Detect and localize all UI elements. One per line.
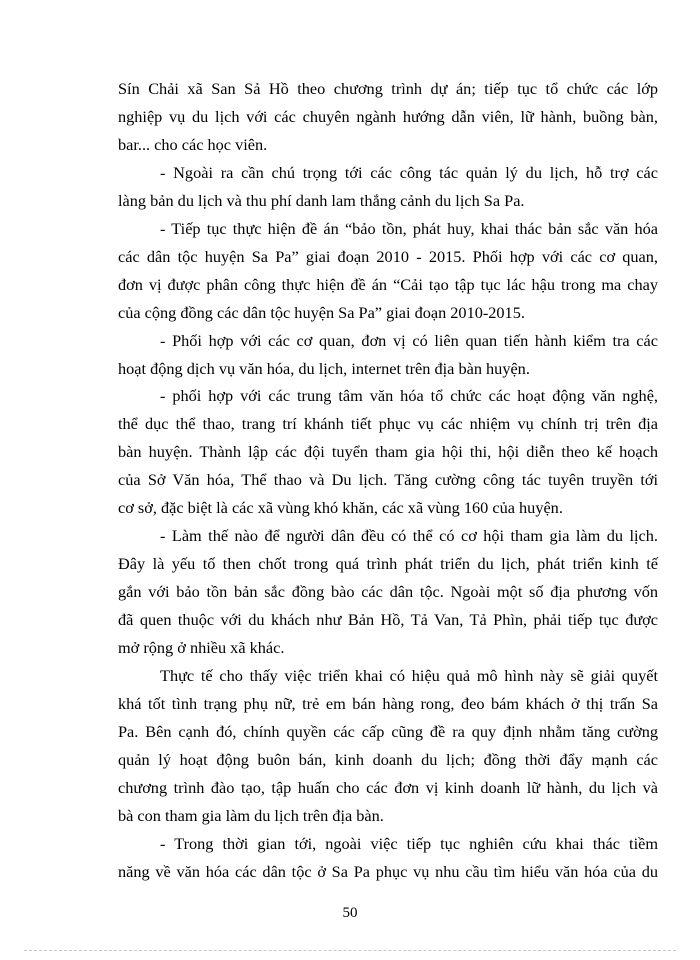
text-line: Sín Chải xã San Sả Hồ theo chương trình dự án; tiếp tục tổ chức các lớp [118,79,658,98]
text-line: mở rộng ở nhiều xã khác. [118,638,285,657]
text-line: Đây là yếu tố then chốt trong quá trình phát triển du lịch, phát triển kinh tế [118,554,658,573]
text-line: - Làm thế nào để người dân đều có thể có cơ hội tham gia làm du lịch. [160,526,658,545]
text-line: quản lý hoạt động buôn bán, kinh doanh du lịch; đồng thời đẩy mạnh các [118,750,658,769]
text-line: năng về văn hóa các dân tộc ở Sa Pa phục vụ nhu cầu tìm hiểu văn hóa của du [118,862,658,881]
text-line: gắn với bảo tồn bản sắc đồng bào các dân tộc. Ngoài một số địa phương vốn [118,582,658,601]
bottom-divider [24,950,676,951]
text-line: - Ngoài ra cần chú trọng tới các công tác quản lý du lịch, hỗ trợ các [160,163,658,182]
text-line: các dân tộc huyện Sa Pa” giai đoạn 2010 - 2015. Phối hợp với các cơ quan, [118,247,658,266]
text-line: của Sở Văn hóa, Thể thao và Du lịch. Tăng cường công tác tuyên truyền tới [118,470,658,489]
text-line: Pa. Bên cạnh đó, chính quyền các cấp cũng đề ra quy định nhằm tăng cường [118,722,658,741]
text-line: của cộng đồng các dân tộc huyện Sa Pa” giai đoạn 2010-2015. [118,303,525,322]
text-line: - Trong thời gian tới, ngoài việc tiếp tục nghiên cứu khai thác tiềm [160,834,658,853]
text-line: bar... cho các học viên. [118,135,268,154]
page-number: 50 [342,905,358,921]
text-line: khá tốt tình trạng phụ nữ, trẻ em bán hàng rong, đeo bám khách ở thị trấn Sa [118,694,658,713]
text-line: bà con tham gia làm du lịch trên địa bàn. [118,806,384,825]
text-line: Thực tế cho thấy việc triển khai có hiệu quả mô hình này sẽ giải quyết [160,666,658,685]
text-line: thể dục thể thao, trang trí khánh tiết phục vụ các nhiệm vụ chính trị trên địa [118,414,658,433]
text-line: làng bản du lịch và thu phí danh lam thắng cảnh du lịch Sa Pa. [118,191,525,210]
text-line: chương trình đào tạo, tập huấn cho các đơn vị kinh doanh lữ hành, du lịch và [118,778,658,797]
text-line: - Tiếp tục thực hiện đề án “bảo tồn, phát huy, khai thác bản sắc văn hóa [160,219,658,238]
text-line: cơ sở, đặc biệt là các xã vùng khó khăn, các xã vùng 160 của huyện. [118,498,563,517]
text-line: đơn vị được phân công thực hiện đề án “Cải tạo tập tục lác hậu trong ma chay [118,275,658,294]
text-line: đã quen thuộc với du khách như Bản Hồ, Tả Van, Tả Phìn, phải tiếp tục được [118,610,658,629]
text-line: - Phối hợp với các cơ quan, đơn vị có liên quan tiến hành kiểm tra các [160,331,658,350]
text-line: bàn huyện. Thành lập các đội tuyển tham gia hội thi, hội diễn theo kế hoạch [118,442,658,461]
text-line: - phối hợp với các trung tâm văn hóa tổ chức các hoạt động văn nghệ, [160,386,658,405]
text-line: hoạt động dịch vụ văn hóa, du lịch, internet trên địa bàn huyện. [118,359,530,378]
text-line: nghiệp vụ du lịch với các chuyên ngành hướng dẫn viên, lữ hành, buồng bàn, [118,107,658,126]
